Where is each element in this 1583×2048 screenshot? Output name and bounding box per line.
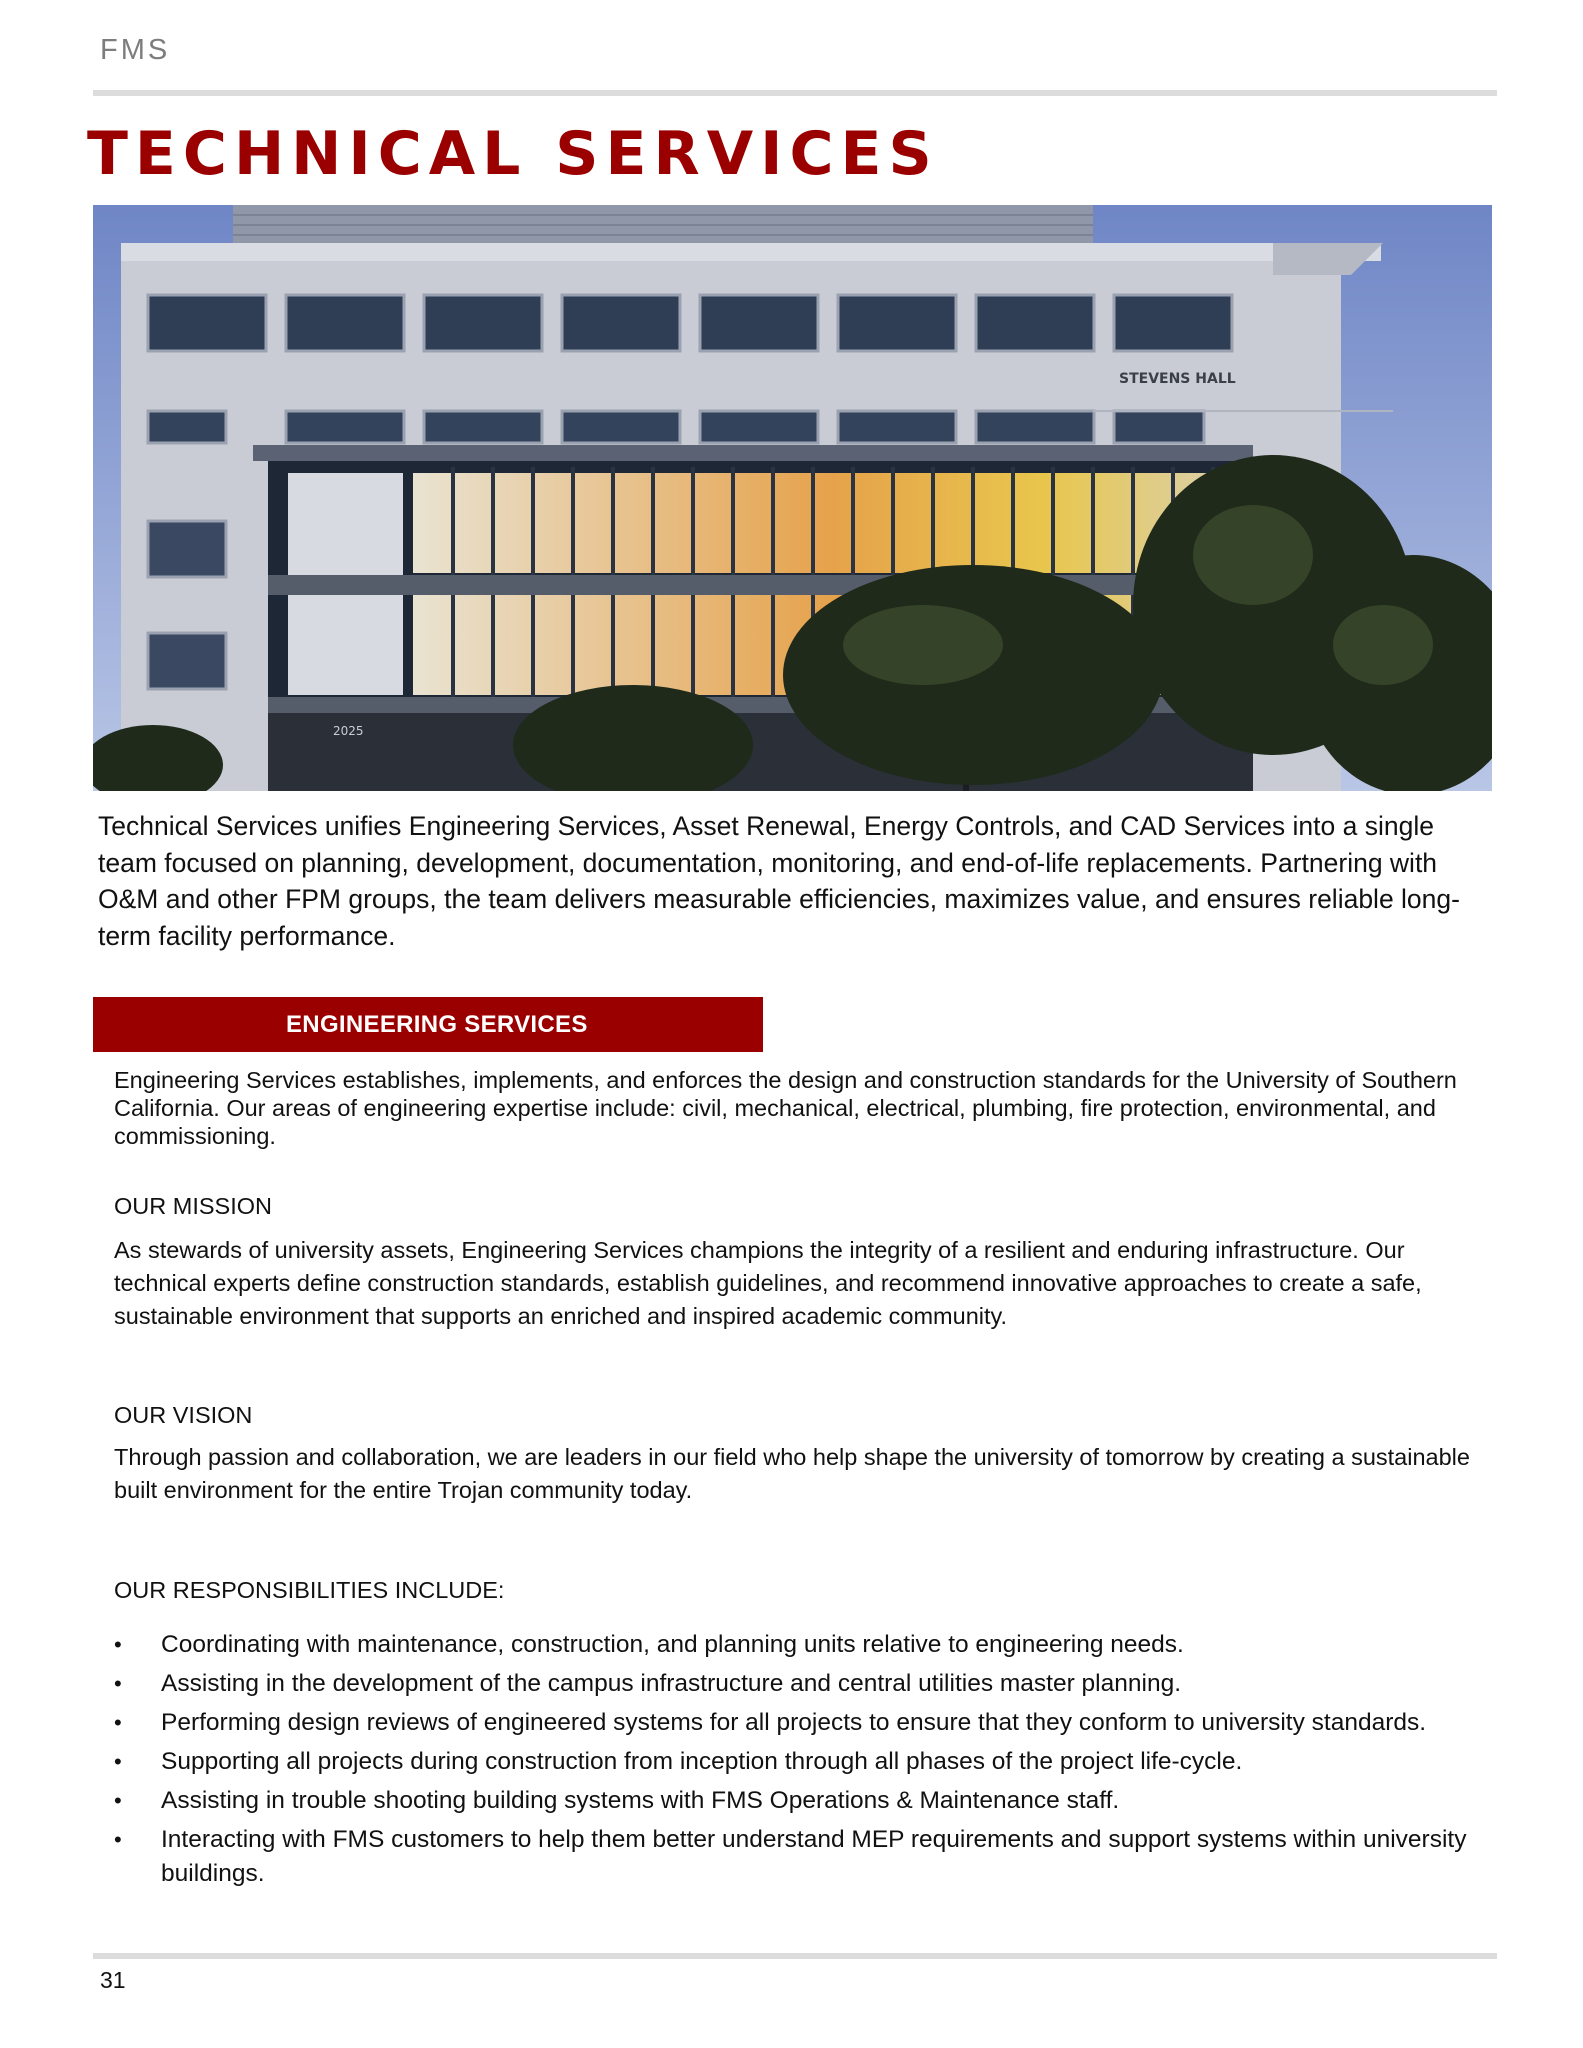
bullet-icon: • bbox=[114, 1827, 122, 1852]
responsibilities-heading: OUR RESPONSIBILITIES INCLUDE: bbox=[114, 1577, 505, 1603]
list-item-text: Supporting all projects during construction from inception through all phases of the project life-cycle. bbox=[161, 1748, 1243, 1775]
bullet-icon: • bbox=[114, 1749, 122, 1774]
list-item bbox=[114, 1823, 1494, 1891]
list-item-text: Assisting in the development of the campus infrastructure and central utilities master planning. bbox=[161, 1670, 1182, 1697]
vision-heading: OUR VISION bbox=[114, 1402, 253, 1428]
responsibilities-list bbox=[114, 1628, 1494, 1896]
year-sign: 2025 bbox=[333, 724, 364, 738]
engineering-description: Engineering Services establishes, implements, and enforces the design and construction standards for the University of Southern California. Our areas of engineering expertise include: civil, mechanical, electrical, plumbing, fire protection, environmental, and commissioning. bbox=[114, 1067, 1457, 1149]
header-label: FMS bbox=[100, 34, 171, 66]
section-title-bar: ENGINEERING SERVICES bbox=[93, 997, 763, 1052]
page-number: 31 bbox=[100, 1967, 126, 1993]
bullet-icon: • bbox=[114, 1632, 122, 1657]
bullet-icon: • bbox=[114, 1788, 122, 1813]
page-title: TECHNICAL SERVICES bbox=[87, 119, 939, 189]
list-item-text: Assisting in trouble shooting building systems with FMS Operations & Maintenance staff. bbox=[161, 1787, 1120, 1814]
bullet-icon: • bbox=[114, 1710, 122, 1735]
bullet-icon: • bbox=[114, 1671, 122, 1696]
header-rule bbox=[93, 90, 1497, 96]
list-item-text: Interacting with FMS customers to help them better understand MEP requirements and support systems within university buildings. bbox=[161, 1826, 1467, 1887]
intro-paragraph: Technical Services unifies Engineering Services, Asset Renewal, Energy Controls, and CAD Services into a single team focused on planning, development, documentation, monitoring, and end-of-life replacements. Partnering with O&M and other FPM groups, the team delivers measurable efficiencies, maximizes value, and ensures reliable long-term facility performance. bbox=[98, 811, 1460, 951]
list-item bbox=[114, 1706, 1494, 1740]
footer-rule bbox=[93, 1953, 1497, 1959]
list-item bbox=[114, 1784, 1494, 1818]
list-item-text: Performing design reviews of engineered systems for all projects to ensure that they conform to university standards. bbox=[161, 1709, 1427, 1736]
list-item-text: Coordinating with maintenance, construction, and planning units relative to engineering needs. bbox=[161, 1631, 1184, 1658]
mission-heading: OUR MISSION bbox=[114, 1193, 272, 1219]
building-photo bbox=[93, 205, 1492, 791]
hero-image bbox=[93, 205, 1492, 791]
building-sign: STEVENS HALL bbox=[1119, 371, 1236, 387]
vision-text: Through passion and collaboration, we are leaders in our field who help shape the university of tomorrow by creating a sustainable built environment for the entire Trojan community today. bbox=[114, 1444, 1470, 1503]
list-item bbox=[114, 1628, 1494, 1662]
list-item bbox=[114, 1745, 1494, 1779]
list-item bbox=[114, 1667, 1494, 1701]
mission-text: As stewards of university assets, Engineering Services champions the integrity of a resilient and enduring infrastructure. Our technical experts define construction standards, establish guidelines, and recommend innovative approaches to create a safe, sustainable environment that supports an enriched and inspired academic community. bbox=[114, 1237, 1422, 1329]
